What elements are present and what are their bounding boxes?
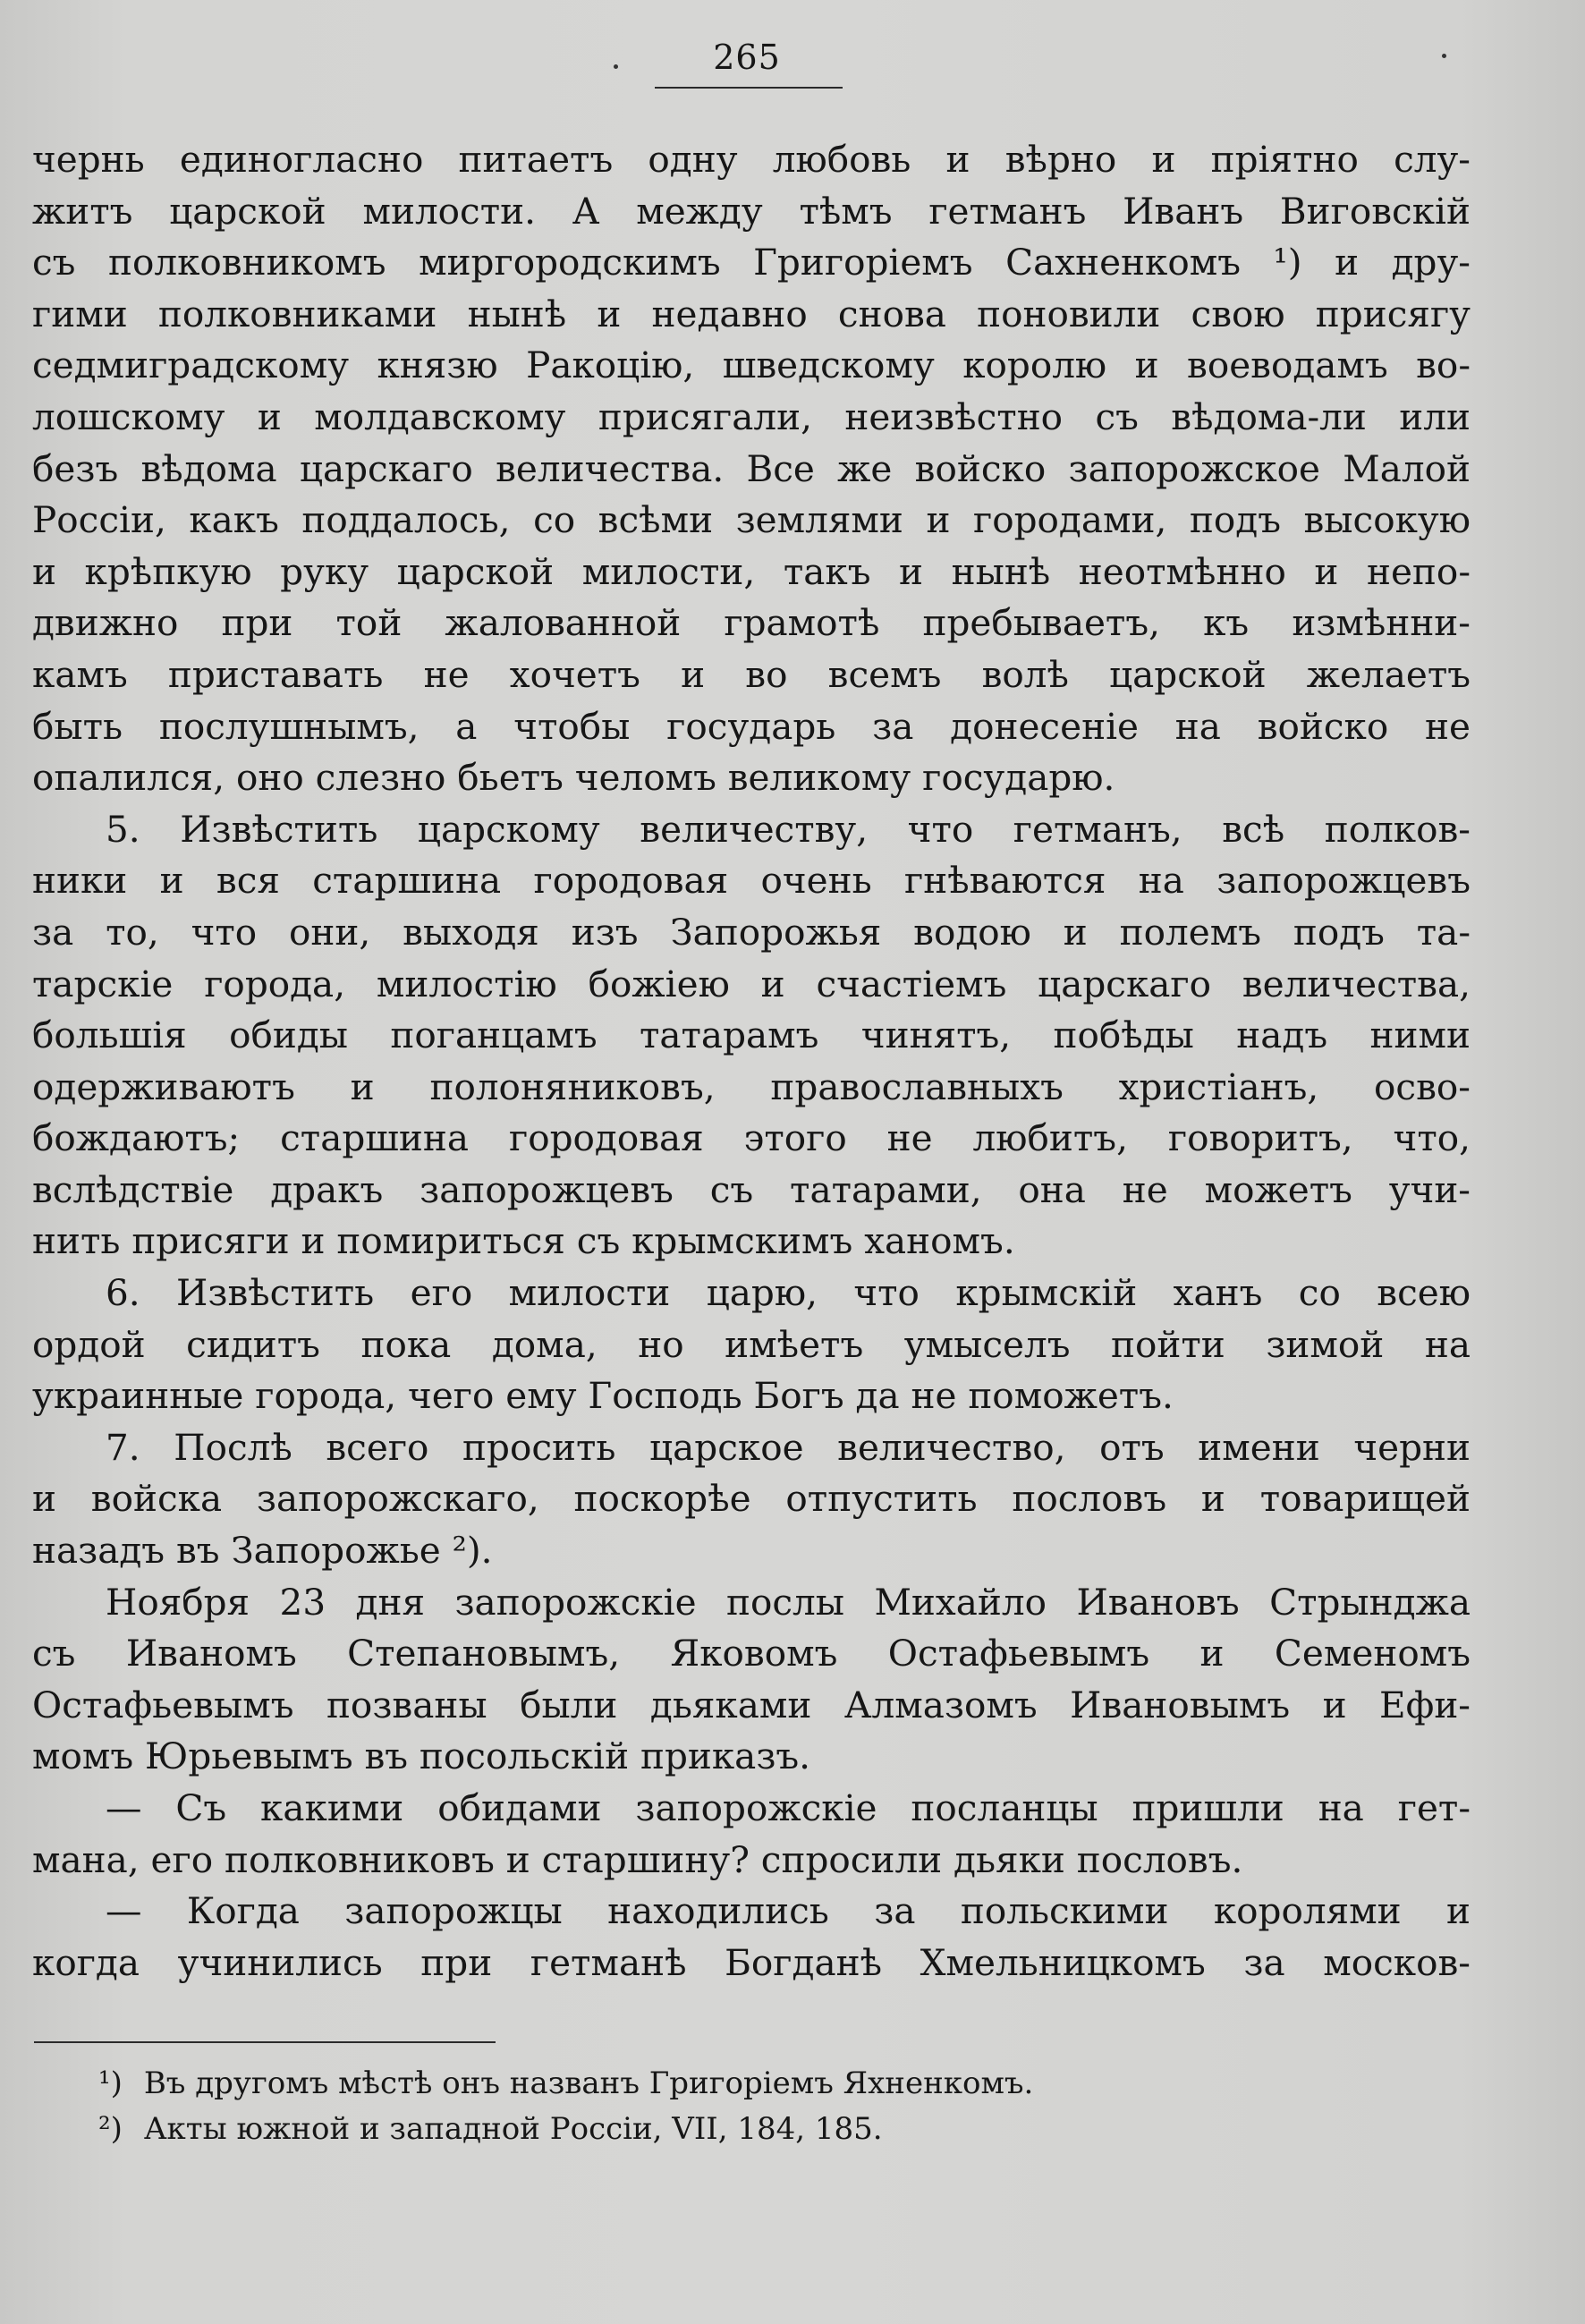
- text-line: украинные города, чего ему Господь Богъ да не поможетъ.: [32, 1374, 1174, 1418]
- footnote-mark: ²): [98, 2111, 123, 2147]
- text-line: 6. Извѣстить его милости царю, что крымскій ханъ со всею: [106, 1271, 1471, 1315]
- text-line: камъ приставать не хочетъ и во всемъ волѣ царской желаетъ: [32, 652, 1471, 696]
- print-speck: [1442, 54, 1446, 58]
- text-line: одерживаютъ и полоняниковъ, православныхъ христіанъ, осво-: [32, 1064, 1471, 1108]
- text-line: 7. Послѣ всего просить царское величество, отъ имени черни: [106, 1425, 1471, 1469]
- text-line: чернь единогласно питаетъ одну любовь и вѣрно и пріятно слу-: [32, 138, 1471, 181]
- text-line: гими полковниками нынѣ и недавно снова поновили свою присягу: [32, 292, 1471, 335]
- text-line: — Съ какими обидами запорожскіе посланцы пришли на гет-: [106, 1786, 1471, 1829]
- footnote-rule: [34, 2041, 496, 2043]
- text-line: назадъ въ Запорожье ²).: [32, 1529, 493, 1573]
- text-line: бождаютъ; старшина городовая этого не любитъ, говоритъ, что,: [32, 1116, 1471, 1160]
- body-text: [32, 134, 1471, 1989]
- text-line: вслѣдствіе дракъ запорожцевъ съ татарами, она не можетъ учи-: [32, 1167, 1471, 1211]
- text-line: безъ вѣдома царскаго величества. Все же войско запорожское Малой: [32, 446, 1471, 490]
- print-speck: [614, 64, 618, 69]
- footnotes: [98, 2061, 1351, 2152]
- footnote: [98, 2061, 1351, 2107]
- text-line: ники и вся старшина городовая очень гнѣваются на запорожцевъ: [32, 859, 1471, 903]
- footnote-text: Въ другомъ мѣстѣ онъ названъ Григоріемъ Яхненкомъ.: [143, 2065, 1034, 2101]
- text-line: движно при той жалованной грамотѣ пребываетъ, къ измѣнни-: [32, 601, 1471, 645]
- footnote: [98, 2107, 1351, 2152]
- text-line: Россіи, какъ поддалось, со всѣми землями и городами, подъ высокую: [32, 498, 1471, 542]
- text-line: тарскіе города, милостію божіею и счастіемъ царскаго величества,: [32, 962, 1471, 1005]
- text-line: опалился, оно слезно бьетъ челомъ великому государю.: [32, 756, 1115, 800]
- text-line: лошскому и молдавскому присягали, неизвѣстно съ вѣдома-ли или: [32, 394, 1471, 438]
- text-line: мана, его полковниковъ и старшину? спросили дьяки пословъ.: [32, 1837, 1243, 1881]
- text-line: — Когда запорожцы находились за польскими королями и: [106, 1889, 1471, 1933]
- text-line: и крѣпкую руку царской милости, такъ и нынѣ неотмѣнно и непо-: [32, 549, 1471, 593]
- text-line: и войска запорожскаго, поскорѣе отпустить пословъ и товарищей: [32, 1477, 1471, 1521]
- text-line: нить присяги и помириться съ крымскимъ ханомъ.: [32, 1219, 1015, 1263]
- text-line: за то, что они, выходя изъ Запорожья водою и полемъ подъ та-: [32, 910, 1471, 954]
- footnote-mark: ¹): [98, 2065, 123, 2101]
- text-line: большія обиды поганцамъ татарамъ чинятъ, побѣды надъ ними: [32, 1014, 1471, 1057]
- text-line: Остафьевымъ позваны были дьяками Алмазомъ Ивановымъ и Ефи-: [32, 1683, 1471, 1726]
- text-line: 5. Извѣстить царскому величеству, что гетманъ, всѣ полков-: [106, 807, 1471, 851]
- text-line: съ Иваномъ Степановымъ, Яковомъ Остафьевымъ и Семеномъ: [32, 1632, 1471, 1675]
- text-line: ордой сидитъ пока дома, но имѣетъ умыселъ пойти зимой на: [32, 1322, 1471, 1366]
- text-line: быть послушнымъ, а чтобы государь за донесеніе на войско не: [32, 704, 1471, 748]
- text-line: седмиградскому князю Ракоцію, шведскому королю и воеводамъ во-: [32, 344, 1471, 387]
- text-line: съ полковникомъ миргородскимъ Григоріемъ Сахненкомъ ¹) и дру-: [32, 241, 1471, 284]
- text-line: Ноября 23 дня запорожскіе послы Михайло Ивановъ Стрынджа: [106, 1580, 1471, 1624]
- text-line: житъ царской милости. А между тѣмъ гетманъ Иванъ Виговскій: [32, 189, 1471, 233]
- page-number-rule: [655, 87, 843, 89]
- text-line: когда учинились при гетманѣ Богданѣ Хмельницкомъ за москов-: [32, 1940, 1471, 1984]
- footnote-text: Акты южной и западной Россіи, VII, 184, 185.: [143, 2111, 883, 2147]
- page-number: 265: [713, 38, 781, 77]
- text-line: момъ Юрьевымъ въ посольскій приказъ.: [32, 1735, 811, 1778]
